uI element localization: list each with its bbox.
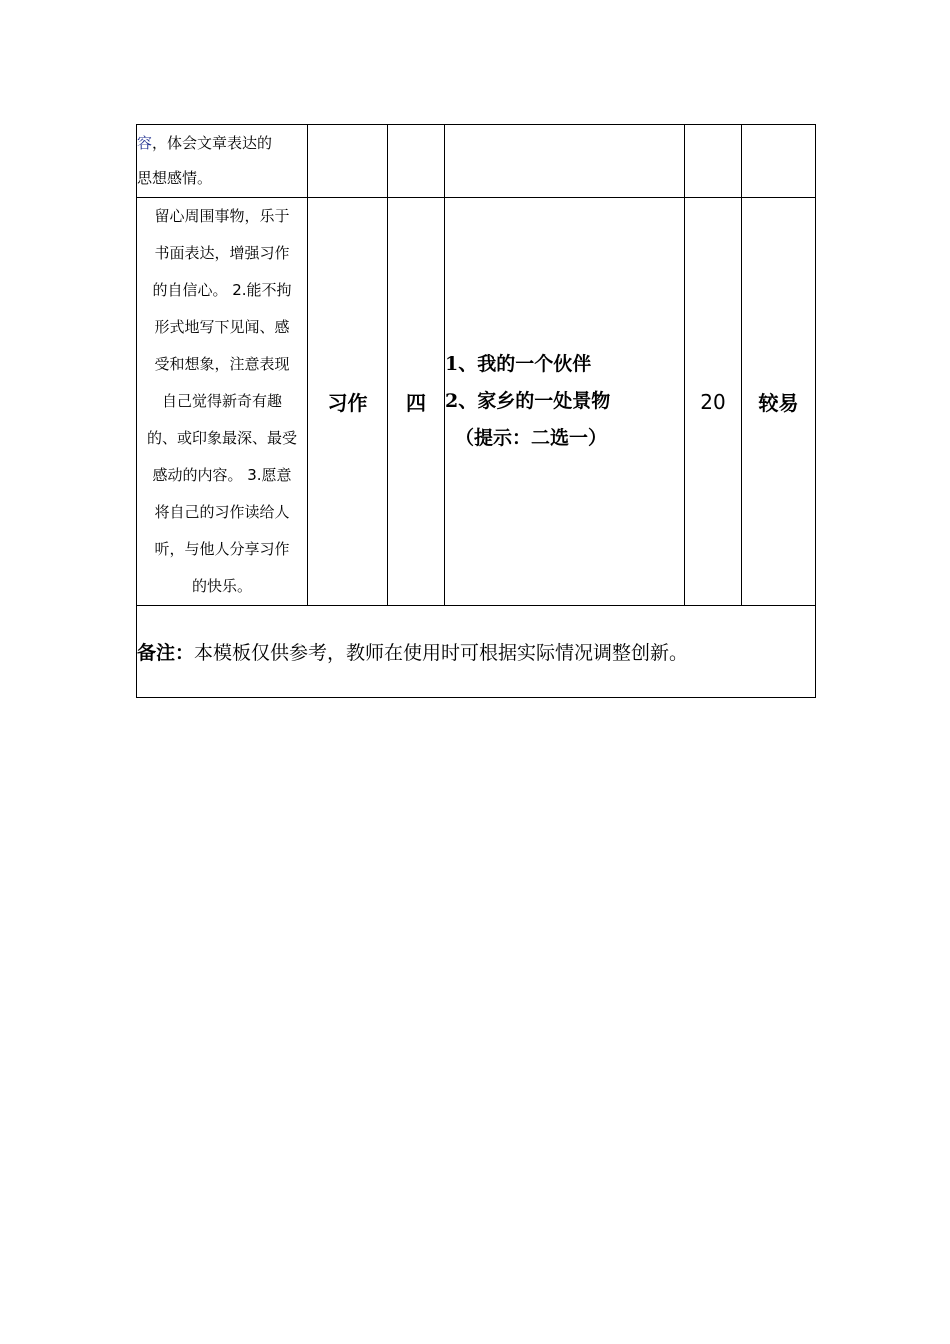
note-label: 备注： xyxy=(137,642,195,664)
unit-cell: 四 xyxy=(388,198,445,606)
score-cell: 20 xyxy=(685,198,742,606)
table-row-continued xyxy=(137,125,816,198)
goal-line: 思想感情。 xyxy=(137,169,213,187)
goal-line-text: ，体会文章表达的 xyxy=(152,134,273,152)
goal-line xyxy=(137,126,307,161)
goal-link[interactable]: 容 xyxy=(137,134,153,152)
goal-line: 的自信心。 2.能不拘 xyxy=(152,281,292,299)
goal-line: 留心周围事物，乐于 xyxy=(154,207,290,225)
topic-hint: （提示：二选一） xyxy=(455,427,608,449)
note-cell xyxy=(137,606,816,698)
goal-line: 自己觉得新奇有趣 xyxy=(161,392,282,410)
table-row-writing xyxy=(137,198,816,606)
goal-line: 听，与他人分享习作 xyxy=(154,540,290,558)
goal-line: 受和想象，注意表现 xyxy=(154,355,290,373)
goal-line: 形式地写下见闻、感 xyxy=(154,318,290,336)
goal-line: 的快乐。 xyxy=(191,577,252,595)
score-cell-empty xyxy=(685,125,742,198)
goal-cell xyxy=(137,198,308,606)
topic-item: 2、家乡的一处景物 xyxy=(445,390,611,412)
topics-cell-empty xyxy=(445,125,685,198)
note-text: 本模板仅供参考，教师在使用时可根据实际情况调整创新。 xyxy=(194,642,689,664)
unit-cell-empty xyxy=(388,125,445,198)
topics-cell xyxy=(445,198,685,606)
topic-item: 1、我的一个伙伴 xyxy=(445,353,592,375)
difficulty-cell: 较易 xyxy=(742,198,816,606)
goal-cell-continued xyxy=(137,125,308,198)
difficulty-cell-empty xyxy=(742,125,816,198)
goal-line: 的、或印象最深、最受 xyxy=(146,429,297,447)
goal-line: 感动的内容。 3.愿意 xyxy=(152,466,292,484)
type-cell: 习作 xyxy=(308,198,388,606)
assessment-table xyxy=(136,124,816,698)
table-row-note xyxy=(137,606,816,698)
goal-line: 将自己的习作读给人 xyxy=(154,503,290,521)
goal-line: 书面表达，增强习作 xyxy=(154,244,290,262)
type-cell-empty xyxy=(308,125,388,198)
